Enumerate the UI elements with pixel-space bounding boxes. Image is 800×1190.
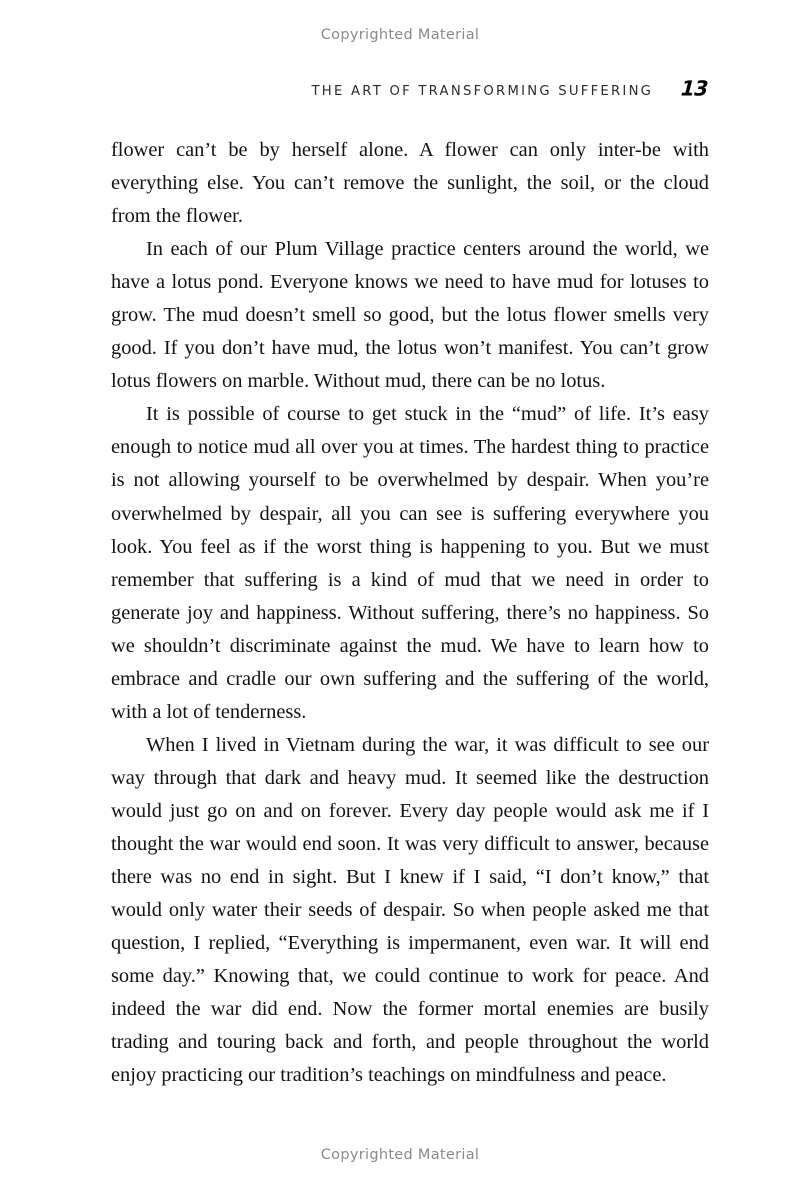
page-number: 13	[680, 75, 709, 101]
paragraph: flower can’t be by herself alone. A flower can only inter-be with everything else. You can’t remove the sunlight, the soil, or the cloud from the flower.	[111, 139, 709, 228]
running-head-title: THE ART OF TRANSFORMING SUFFERING	[311, 84, 654, 99]
copyright-watermark-bottom: Copyrighted Material	[320, 1147, 480, 1163]
body-text-block	[111, 134, 709, 1092]
running-head	[111, 75, 709, 102]
copyright-watermark-top: Copyrighted Material	[320, 27, 480, 43]
paragraph: It is possible of course to get stuck in the “mud” of life. It’s easy enough to notice mud all over you at times. The hardest thing to practice is not allowing yourself to be overwhelmed by despair. When you’re overwhelmed by despair, all you can see is suffering everywhere you look. You feel as if the worst thing is happening to you. But we must remember that suffering is a kind of mud that we need in order to generate joy and happiness. Without suffering, there’s no happiness. So we shouldn’t discriminate against the mud. We have to learn how to embrace and cradle our own suffering and the suffering of the world, with a lot of tenderness.	[111, 403, 709, 723]
paragraph: In each of our Plum Village practice centers around the world, we have a lotus pond. Everyone knows we need to have mud for lotuses to grow. The mud doesn’t smell so good, but the lotus flower smells very good. If you don’t have mud, the lotus won’t manifest. You can’t grow lotus flowers on marble. Without mud, there can be no lotus.	[111, 238, 709, 393]
paragraph: When I lived in Vietnam during the war, it was difficult to see our way through that dark and heavy mud. It seemed like the destruction would just go on and on forever. Every day people would ask me if I thought the war would end soon. It was very difficult to answer, because there was no end in sight. But I knew if I said, “I don’t know,” that would only water their seeds of despair. So when people asked me that question, I replied, “Everything is impermanent, even war. It will end some day.” Knowing that, we could continue to work for peace. And indeed the war did end. Now the former mortal enemies are busily trading and touring back and forth, and people throughout the world enjoy practicing our tradition’s teachings on mindfulness and peace.	[111, 733, 709, 1087]
